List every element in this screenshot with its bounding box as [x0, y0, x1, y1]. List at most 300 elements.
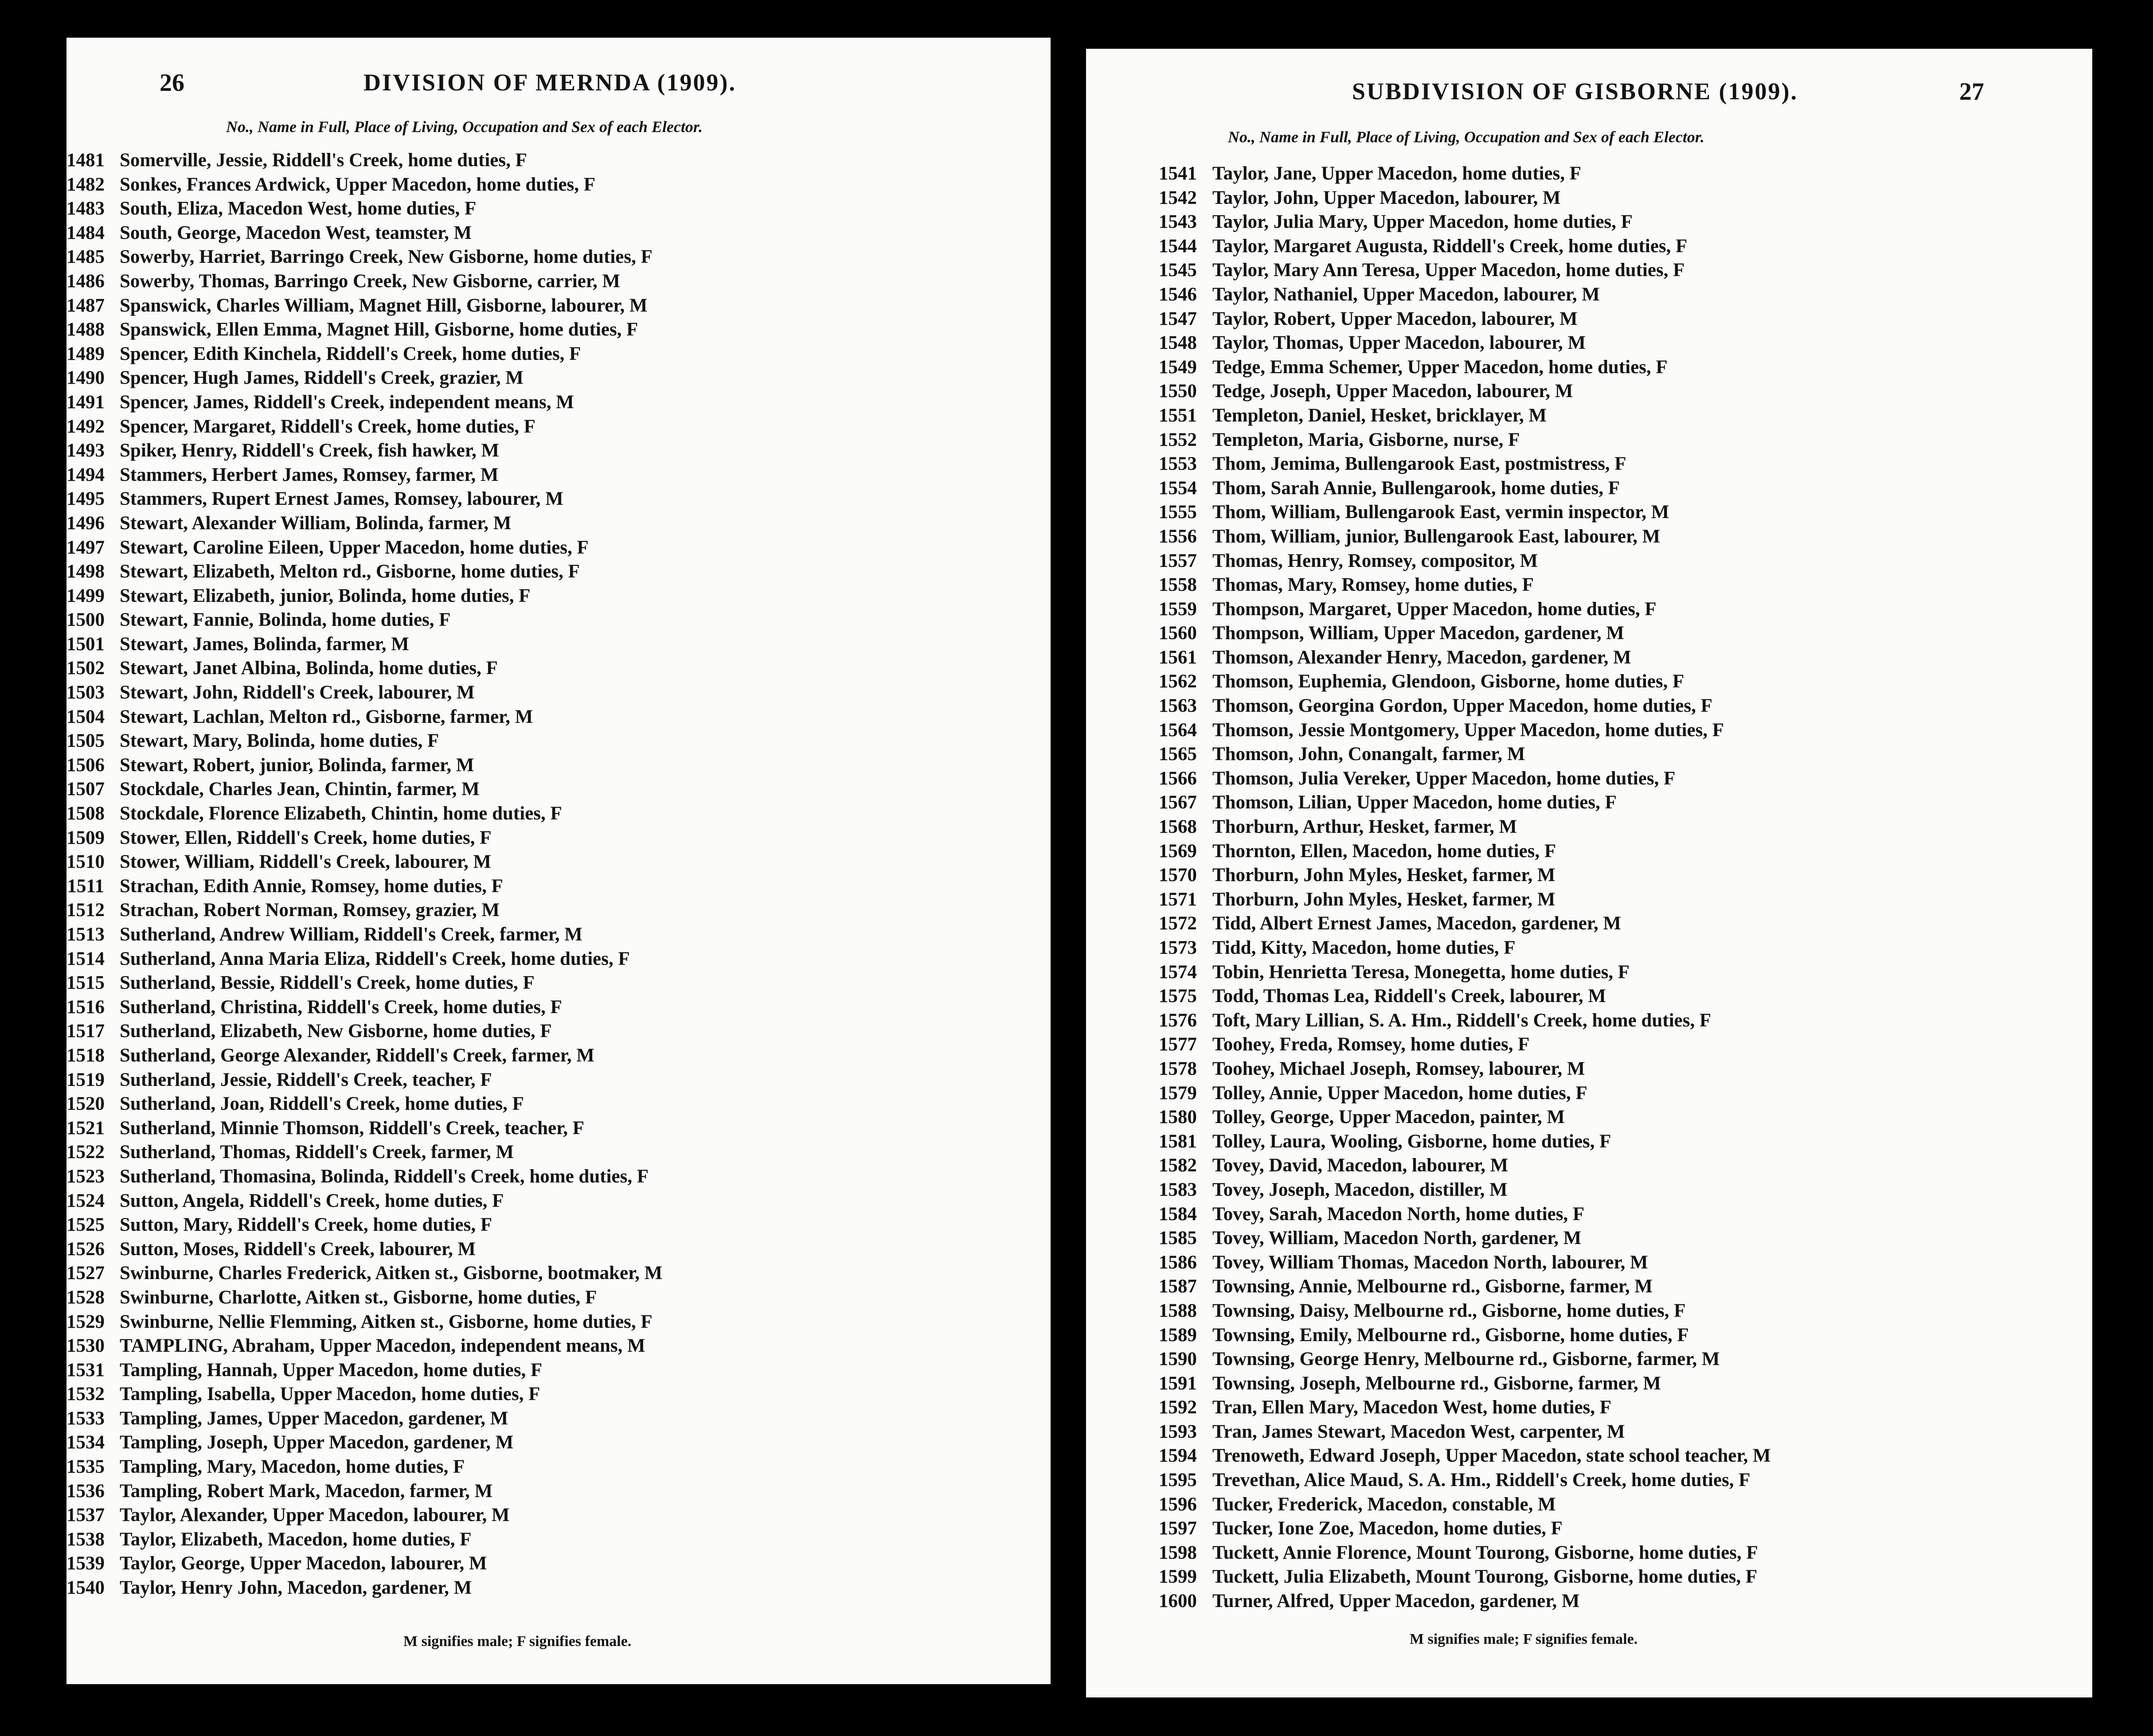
elector-number: 1593 [1159, 1421, 1197, 1442]
elector-number: 1506 [66, 754, 105, 776]
elector-details: Thorburn, Arthur, Hesket, farmer, M [1212, 816, 1517, 838]
elector-entry [1086, 500, 2092, 525]
elector-number: 1553 [1159, 453, 1197, 475]
elector-details: Tampling, Mary, Macedon, home duties, F [120, 1456, 465, 1478]
elector-number: 1582 [1159, 1155, 1197, 1176]
elector-entry [66, 1358, 1051, 1383]
elector-entry [66, 608, 1051, 632]
elector-number: 1503 [66, 682, 105, 703]
elector-number: 1596 [1159, 1494, 1197, 1515]
elector-entry [66, 1576, 1051, 1600]
elector-details: Tedge, Joseph, Upper Macedon, labourer, M [1212, 381, 1573, 402]
elector-number: 1557 [1159, 550, 1197, 571]
elector-details: Tobin, Henrietta Teresa, Monegetta, home duties, F [1212, 961, 1630, 983]
elector-number: 1591 [1159, 1373, 1197, 1394]
elector-number: 1589 [1159, 1324, 1197, 1346]
elector-entry [1086, 476, 2092, 501]
elector-number: 1581 [1159, 1131, 1197, 1152]
elector-number: 1536 [66, 1480, 105, 1502]
elector-entry [1086, 428, 2092, 453]
elector-number: 1578 [1159, 1058, 1197, 1079]
page-title: SUBDIVISION OF GISBORNE (1909). [1352, 78, 1798, 105]
elector-number: 1527 [66, 1263, 105, 1284]
elector-number: 1587 [1159, 1276, 1197, 1297]
elector-entry [66, 1528, 1051, 1552]
elector-details: Townsing, Emily, Melbourne rd., Gisborne, home duties, F [1212, 1324, 1689, 1346]
elector-entry [1086, 1517, 2092, 1541]
elector-entry [66, 1165, 1051, 1189]
elector-number: 1483 [66, 198, 105, 219]
elector-details: Tolley, Laura, Wooling, Gisborne, home duties, F [1212, 1131, 1611, 1152]
elector-details: Tampling, Robert Mark, Macedon, farmer, M [120, 1480, 493, 1502]
elector-details: Thomas, Henry, Romsey, compositor, M [1212, 550, 1538, 571]
elector-number: 1600 [1159, 1591, 1197, 1612]
elector-number: 1579 [1159, 1082, 1197, 1104]
elector-number: 1487 [66, 295, 105, 316]
elector-entry [1086, 1323, 2092, 1348]
elector-number: 1585 [1159, 1228, 1197, 1249]
elector-number: 1568 [1159, 816, 1197, 838]
elector-details: Stewart, John, Riddell's Creek, labourer, M [120, 682, 475, 703]
page-number: 26 [160, 69, 184, 97]
elector-entry [66, 1068, 1051, 1092]
elector-number: 1566 [1159, 768, 1197, 789]
elector-details: Sutherland, Bessie, Riddell's Creek, home duties, F [120, 972, 535, 994]
elector-number: 1538 [66, 1529, 105, 1550]
elector-entry [66, 681, 1051, 705]
elector-number: 1598 [1159, 1542, 1197, 1563]
elector-entry [1086, 767, 2092, 791]
elector-entry [1086, 1033, 2092, 1057]
elector-entry [1086, 597, 2092, 622]
elector-details: Swinburne, Nellie Flemming, Aitken st., Gisborne, home duties, F [120, 1311, 653, 1332]
elector-details: Sutherland, Christina, Riddell's Creek, home duties, F [120, 996, 562, 1018]
elector-number: 1594 [1159, 1445, 1197, 1467]
elector-details: Tampling, Hannah, Upper Macedon, home duties, F [120, 1359, 543, 1381]
elector-details: Thornton, Ellen, Macedon, home duties, F [1212, 840, 1556, 862]
elector-entry [1086, 1202, 2092, 1227]
elector-entry [1086, 1178, 2092, 1202]
elector-details: Tampling, Joseph, Upper Macedon, gardener, M [120, 1432, 514, 1453]
elector-number: 1565 [1159, 744, 1197, 765]
elector-entry [1086, 331, 2092, 355]
elector-entry [66, 487, 1051, 511]
elector-number: 1489 [66, 343, 105, 364]
elector-entry [66, 148, 1051, 173]
elector-entry [66, 753, 1051, 778]
elector-entry [1086, 839, 2092, 864]
elector-details: Sutherland, Joan, Riddell's Creek, home duties, F [120, 1093, 524, 1115]
elector-entry [66, 342, 1051, 367]
elector-details: Taylor, Robert, Upper Macedon, labourer, M [1212, 308, 1578, 329]
elector-number: 1492 [66, 416, 105, 437]
elector-details: Thompson, William, Upper Macedon, gardener, M [1212, 623, 1624, 644]
elector-entry [66, 536, 1051, 560]
elector-details: Tovey, William, Macedon North, gardener, M [1212, 1228, 1582, 1249]
elector-number: 1532 [66, 1384, 105, 1405]
elector-entry [66, 1310, 1051, 1334]
elector-entry [1086, 573, 2092, 597]
elector-details: Tran, Ellen Mary, Macedon West, home duties, F [1212, 1397, 1612, 1418]
elector-entry [66, 1261, 1051, 1286]
elector-list [1086, 162, 2092, 1614]
elector-number: 1524 [66, 1190, 105, 1211]
elector-details: Sutherland, Anna Maria Eliza, Riddell's Creek, home duties, F [120, 948, 630, 969]
elector-details: Stewart, Caroline Eileen, Upper Macedon, home duties, F [120, 537, 589, 558]
elector-details: Townsing, Annie, Melbourne rd., Gisborne, farmer, M [1212, 1276, 1653, 1297]
elector-number: 1525 [66, 1214, 105, 1236]
right-page [1086, 49, 2092, 1697]
elector-number: 1496 [66, 512, 105, 534]
elector-details: Stewart, Robert, junior, Bolinda, farmer, M [120, 754, 474, 776]
elector-number: 1551 [1159, 405, 1197, 426]
elector-details: Templeton, Maria, Gisborne, nurse, F [1212, 429, 1520, 450]
elector-number: 1570 [1159, 865, 1197, 886]
elector-number: 1508 [66, 803, 105, 824]
elector-details: Tuckett, Annie Florence, Mount Tourong, Gisborne, home duties, F [1212, 1542, 1758, 1563]
elector-details: Taylor, Thomas, Upper Macedon, labourer, M [1212, 332, 1586, 354]
elector-number: 1519 [66, 1069, 105, 1090]
elector-number: 1560 [1159, 623, 1197, 644]
elector-details: Thom, William, Bullengarook East, vermin inspector, M [1212, 502, 1669, 523]
elector-entry [66, 1407, 1051, 1431]
elector-entry [1086, 1493, 2092, 1517]
elector-number: 1584 [1159, 1203, 1197, 1225]
elector-entry [66, 1019, 1051, 1044]
elector-details: Taylor, John, Upper Macedon, labourer, M [1212, 187, 1561, 208]
elector-entry [66, 802, 1051, 826]
elector-details: Thomson, John, Conangalt, farmer, M [1212, 744, 1525, 765]
elector-entry [1086, 1565, 2092, 1589]
elector-entry [1086, 888, 2092, 912]
elector-details: Tolley, Annie, Upper Macedon, home duties, F [1212, 1082, 1587, 1104]
elector-entry [1086, 525, 2092, 549]
elector-details: Thomson, Lilian, Upper Macedon, home duties, F [1212, 792, 1617, 813]
elector-entry [66, 1092, 1051, 1116]
elector-details: Taylor, Alexander, Upper Macedon, labourer, M [120, 1505, 510, 1526]
elector-number: 1501 [66, 633, 105, 655]
elector-details: Taylor, Elizabeth, Macedon, home duties, F [120, 1529, 472, 1550]
elector-entry [1086, 1299, 2092, 1323]
elector-number: 1550 [1159, 381, 1197, 402]
elector-details: Thom, William, junior, Bullengarook East, labourer, M [1212, 526, 1661, 547]
elector-entry [66, 1382, 1051, 1407]
elector-details: Tran, James Stewart, Macedon West, carpenter, M [1212, 1421, 1625, 1442]
elector-number: 1558 [1159, 574, 1197, 596]
elector-details: Spencer, Margaret, Riddell's Creek, home duties, F [120, 416, 535, 437]
elector-number: 1485 [66, 246, 105, 268]
elector-entry [1086, 984, 2092, 1009]
elector-number: 1576 [1159, 1010, 1197, 1031]
elector-number: 1592 [1159, 1397, 1197, 1418]
elector-entry [1086, 404, 2092, 428]
elector-details: Taylor, Jane, Upper Macedon, home duties, F [1212, 163, 1582, 184]
elector-number: 1567 [1159, 792, 1197, 813]
elector-details: Tidd, Albert Ernest James, Macedon, gardener, M [1212, 913, 1622, 934]
elector-entry [1086, 258, 2092, 283]
elector-number: 1537 [66, 1505, 105, 1526]
elector-details: Taylor, Nathaniel, Upper Macedon, labourer, M [1212, 284, 1600, 305]
elector-number: 1564 [1159, 719, 1197, 741]
elector-details: Stower, William, Riddell's Creek, labourer, M [120, 851, 492, 873]
elector-details: Spiker, Henry, Riddell's Creek, fish hawker, M [120, 440, 500, 461]
elector-details: Thompson, Margaret, Upper Macedon, home duties, F [1212, 598, 1657, 620]
elector-number: 1529 [66, 1311, 105, 1332]
elector-number: 1488 [66, 319, 105, 340]
elector-details: Swinburne, Charles Frederick, Aitken st., Gisborne, bootmaker, M [120, 1263, 663, 1284]
elector-number: 1580 [1159, 1107, 1197, 1128]
elector-number: 1521 [66, 1117, 105, 1139]
elector-entry [1086, 1347, 2092, 1372]
elector-entry [66, 1334, 1051, 1358]
elector-details: Thorburn, John Myles, Hesket, farmer, M [1212, 889, 1555, 910]
elector-entry [66, 463, 1051, 488]
elector-entry [1086, 1009, 2092, 1033]
elector-number: 1505 [66, 730, 105, 752]
elector-details: Taylor, Mary Ann Teresa, Upper Macedon, home duties, F [1212, 260, 1685, 281]
page-footer: M signifies male; F signifies female. [403, 1633, 632, 1650]
elector-entry [1086, 307, 2092, 332]
elector-entry [66, 584, 1051, 609]
elector-number: 1535 [66, 1456, 105, 1478]
elector-entry [1086, 791, 2092, 815]
elector-details: Thomson, Jessie Montgomery, Upper Macedon, home duties, F [1212, 719, 1724, 741]
elector-number: 1530 [66, 1335, 105, 1357]
elector-entry [66, 729, 1051, 753]
elector-details: Tovey, Joseph, Macedon, distiller, M [1212, 1179, 1508, 1200]
elector-details: Tampling, James, Upper Macedon, gardener, M [120, 1408, 508, 1429]
elector-number: 1546 [1159, 284, 1197, 305]
elector-details: Sutton, Mary, Riddell's Creek, home duties, F [120, 1214, 492, 1236]
elector-entry [66, 656, 1051, 681]
elector-entry [66, 1286, 1051, 1310]
elector-entry [66, 632, 1051, 657]
elector-details: Stewart, Elizabeth, junior, Bolinda, home duties, F [120, 585, 531, 606]
book-spine [1051, 38, 1086, 1697]
elector-number: 1595 [1159, 1470, 1197, 1491]
elector-number: 1493 [66, 440, 105, 461]
elector-details: Spanswick, Ellen Emma, Magnet Hill, Gisborne, home duties, F [120, 319, 638, 340]
elector-number: 1586 [1159, 1252, 1197, 1273]
elector-number: 1545 [1159, 260, 1197, 281]
elector-number: 1577 [1159, 1034, 1197, 1055]
elector-entry [66, 245, 1051, 269]
elector-number: 1526 [66, 1238, 105, 1260]
elector-details: Somerville, Jessie, Riddell's Creek, home duties, F [120, 150, 527, 171]
elector-number: 1490 [66, 367, 105, 389]
elector-entry [66, 1237, 1051, 1262]
elector-number: 1504 [66, 706, 105, 727]
elector-entry [66, 560, 1051, 584]
elector-details: Stewart, James, Bolinda, farmer, M [120, 633, 409, 655]
elector-number: 1548 [1159, 332, 1197, 354]
elector-number: 1509 [66, 827, 105, 848]
elector-entry [66, 173, 1051, 197]
elector-details: Thom, Jemima, Bullengarook East, postmistress, F [1212, 453, 1626, 475]
elector-entry [66, 947, 1051, 971]
elector-details: Sowerby, Harriet, Barringo Creek, New Gisborne, home duties, F [120, 246, 653, 268]
elector-details: Stewart, Alexander William, Bolinda, farmer, M [120, 512, 512, 534]
elector-number: 1494 [66, 464, 105, 485]
left-page [66, 38, 1051, 1684]
elector-details: Sutherland, Thomasina, Bolinda, Riddell's Creek, home duties, F [120, 1166, 649, 1187]
elector-details: Strachan, Robert Norman, Romsey, grazier, M [120, 900, 500, 921]
elector-entry [1086, 912, 2092, 936]
elector-entry [66, 1044, 1051, 1068]
elector-number: 1516 [66, 996, 105, 1018]
elector-entry [1086, 621, 2092, 646]
elector-number: 1523 [66, 1166, 105, 1187]
elector-entry [66, 197, 1051, 221]
elector-details: Trenoweth, Edward Joseph, Upper Macedon, state school teacher, M [1212, 1445, 1771, 1467]
elector-details: Thomson, Alexander Henry, Macedon, gardener, M [1212, 647, 1631, 668]
elector-details: Toohey, Freda, Romsey, home duties, F [1212, 1034, 1530, 1055]
elector-entry [1086, 1468, 2092, 1493]
elector-number: 1512 [66, 900, 105, 921]
elector-details: Stewart, Elizabeth, Melton rd., Gisborne, home duties, F [120, 561, 580, 582]
elector-entry [66, 874, 1051, 899]
elector-entry [1086, 1444, 2092, 1468]
elector-details: Taylor, George, Upper Macedon, labourer, M [120, 1553, 487, 1574]
elector-number: 1539 [66, 1553, 105, 1574]
elector-number: 1572 [1159, 913, 1197, 934]
elector-number: 1499 [66, 585, 105, 606]
elector-entry [1086, 1154, 2092, 1178]
elector-details: Tidd, Kitty, Macedon, home duties, F [1212, 937, 1516, 958]
elector-entry [1086, 1275, 2092, 1299]
elector-details: Thorburn, John Myles, Hesket, farmer, M [1212, 865, 1555, 886]
elector-number: 1482 [66, 174, 105, 195]
elector-number: 1588 [1159, 1300, 1197, 1321]
elector-details: South, Eliza, Macedon West, home duties, F [120, 198, 477, 219]
elector-number: 1561 [1159, 647, 1197, 668]
elector-details: Sutherland, Jessie, Riddell's Creek, teacher, F [120, 1069, 492, 1090]
elector-entry [66, 221, 1051, 246]
elector-entry [66, 269, 1051, 294]
elector-entry [66, 1503, 1051, 1528]
elector-number: 1533 [66, 1408, 105, 1429]
elector-number: 1491 [66, 391, 105, 413]
elector-details: Townsing, Joseph, Melbourne rd., Gisborne, farmer, M [1212, 1373, 1661, 1394]
elector-number: 1562 [1159, 671, 1197, 692]
elector-number: 1563 [1159, 695, 1197, 717]
elector-number: 1534 [66, 1432, 105, 1453]
elector-entry [66, 995, 1051, 1020]
elector-entry [1086, 186, 2092, 211]
elector-number: 1571 [1159, 889, 1197, 910]
elector-entry [1086, 379, 2092, 404]
elector-entry [66, 1140, 1051, 1165]
elector-entry [1086, 1420, 2092, 1444]
elector-details: Spencer, James, Riddell's Creek, independent means, M [120, 391, 574, 413]
elector-entry [1086, 1081, 2092, 1106]
elector-details: Tucker, Frederick, Macedon, constable, M [1212, 1494, 1556, 1515]
elector-details: Spencer, Hugh James, Riddell's Creek, grazier, M [120, 367, 524, 389]
elector-number: 1547 [1159, 308, 1197, 329]
elector-details: Thomson, Julia Vereker, Upper Macedon, home duties, F [1212, 768, 1676, 789]
elector-entry [1086, 646, 2092, 670]
elector-details: Thomson, Georgina Gordon, Upper Macedon, home duties, F [1212, 695, 1713, 717]
elector-details: Stewart, Fannie, Bolinda, home duties, F [120, 609, 451, 631]
page-title: DIVISION OF MERNDA (1909). [363, 69, 737, 96]
elector-entry [66, 777, 1051, 802]
elector-details: Tolley, George, Upper Macedon, painter, M [1212, 1107, 1565, 1128]
elector-number: 1520 [66, 1093, 105, 1115]
elector-details: Swinburne, Charlotte, Aitken st., Gisborne, home duties, F [120, 1287, 597, 1308]
elector-number: 1543 [1159, 211, 1197, 233]
elector-details: Strachan, Edith Annie, Romsey, home duties, F [120, 875, 503, 897]
elector-details: Stammers, Herbert James, Romsey, farmer, M [120, 464, 499, 485]
elector-entry [1086, 1372, 2092, 1396]
elector-number: 1502 [66, 658, 105, 679]
elector-entry [66, 366, 1051, 390]
elector-number: 1559 [1159, 598, 1197, 620]
elector-number: 1510 [66, 851, 105, 873]
elector-entry [66, 439, 1051, 463]
elector-details: Sutherland, Elizabeth, New Gisborne, home duties, F [120, 1021, 552, 1042]
elector-number: 1574 [1159, 961, 1197, 983]
elector-details: Sowerby, Thomas, Barringo Creek, New Gisborne, carrier, M [120, 270, 621, 292]
elector-entry [1086, 670, 2092, 694]
elector-number: 1514 [66, 948, 105, 969]
elector-entry [1086, 452, 2092, 476]
elector-entry [1086, 718, 2092, 743]
elector-entry [1086, 162, 2092, 186]
elector-details: Stockdale, Florence Elizabeth, Chintin, home duties, F [120, 803, 562, 824]
elector-details: Stammers, Rupert Ernest James, Romsey, labourer, M [120, 488, 563, 510]
elector-entry [66, 850, 1051, 874]
elector-details: Spanswick, Charles William, Magnet Hill, Gisborne, labourer, M [120, 295, 648, 316]
elector-details: Stockdale, Charles Jean, Chintin, farmer, M [120, 779, 480, 800]
elector-number: 1497 [66, 537, 105, 558]
elector-entry [1086, 355, 2092, 380]
elector-entry [1086, 210, 2092, 234]
elector-number: 1495 [66, 488, 105, 510]
elector-entry [1086, 1589, 2092, 1614]
elector-details: Taylor, Henry John, Macedon, gardener, M [120, 1577, 472, 1599]
elector-entry [66, 1213, 1051, 1237]
elector-number: 1500 [66, 609, 105, 631]
elector-details: Tucker, Ione Zoe, Macedon, home duties, F [1212, 1518, 1563, 1539]
elector-details: Sutherland, Thomas, Riddell's Creek, farmer, M [120, 1142, 514, 1163]
elector-number: 1552 [1159, 429, 1197, 450]
elector-details: TAMPLING, Abraham, Upper Macedon, independent means, M [120, 1335, 645, 1357]
elector-entry [66, 1552, 1051, 1576]
elector-number: 1507 [66, 779, 105, 800]
elector-entry [1086, 936, 2092, 960]
elector-entry [1086, 694, 2092, 718]
elector-details: Tampling, Isabella, Upper Macedon, home duties, F [120, 1384, 540, 1405]
elector-number: 1531 [66, 1359, 105, 1381]
elector-number: 1528 [66, 1287, 105, 1308]
elector-number: 1486 [66, 270, 105, 292]
elector-details: Sonkes, Frances Ardwick, Upper Macedon, home duties, F [120, 174, 596, 195]
elector-details: Thomas, Mary, Romsey, home duties, F [1212, 574, 1534, 596]
elector-number: 1517 [66, 1021, 105, 1042]
elector-details: South, George, Macedon West, teamster, M [120, 222, 472, 243]
elector-entry [66, 294, 1051, 318]
elector-number: 1554 [1159, 477, 1197, 499]
elector-number: 1511 [67, 875, 104, 897]
elector-entry [1086, 815, 2092, 839]
elector-entry [1086, 234, 2092, 259]
elector-entry [66, 923, 1051, 947]
elector-entry [66, 1189, 1051, 1213]
elector-number: 1541 [1159, 163, 1197, 184]
elector-entry [1086, 1105, 2092, 1130]
elector-entry [66, 1479, 1051, 1504]
elector-list [66, 148, 1051, 1600]
